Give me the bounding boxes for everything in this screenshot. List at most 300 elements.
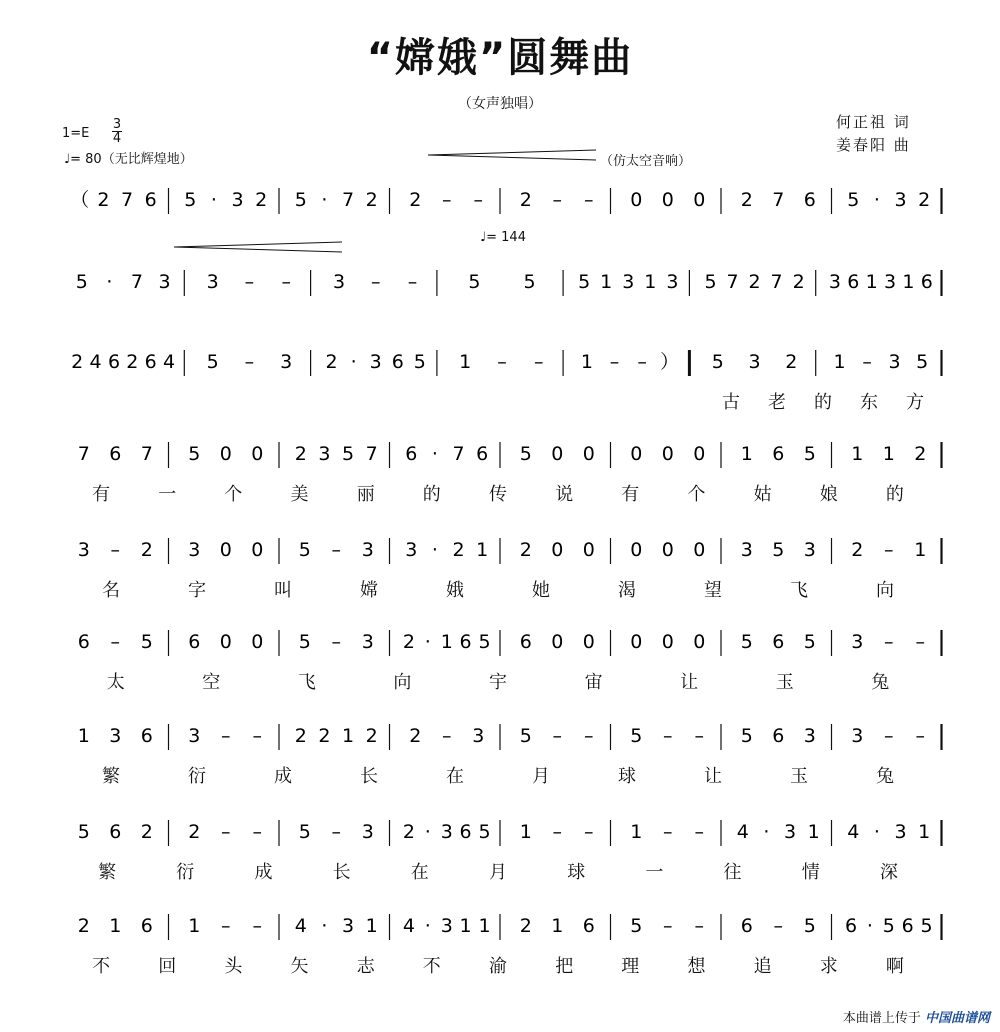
- numbered-note: 0: [661, 443, 674, 465]
- numbered-note: 5: [630, 725, 643, 747]
- numbered-note: 5: [184, 189, 197, 211]
- numbered-note: 4: [89, 351, 102, 373]
- numbered-note: 6: [901, 915, 914, 937]
- lyric-row: [58, 480, 942, 506]
- lyric-syllable: 东: [860, 392, 878, 413]
- numbered-note: 3: [622, 271, 635, 293]
- dash-note: –: [884, 539, 894, 561]
- notation-row-svg: [58, 268, 942, 308]
- song-title: “嫦娥”圆舞曲: [366, 35, 634, 81]
- numbered-note: 6: [405, 443, 418, 465]
- lyricist-credit: 何正祖 词: [836, 113, 911, 131]
- notation-row: [58, 722, 942, 762]
- numbered-note: 1: [440, 631, 453, 653]
- numbered-note: 5: [298, 821, 311, 843]
- lyric-syllable: 矢: [290, 956, 309, 977]
- dash-note: –: [473, 189, 484, 211]
- lyric-syllable: 月: [532, 766, 550, 787]
- lyric-syllable: 飞: [790, 580, 808, 601]
- dash-note: –: [584, 821, 594, 843]
- numbered-note: 3: [472, 725, 485, 747]
- dash-note: –: [552, 725, 563, 747]
- lyric-syllable: 月: [489, 862, 507, 883]
- lyric-syllable: 宙: [584, 672, 603, 693]
- numbered-note: 0: [630, 631, 643, 653]
- numbered-note: 6: [391, 351, 404, 373]
- notation-row: [58, 186, 942, 226]
- lyric-syllable: 渴: [618, 580, 636, 601]
- numbered-note: 3: [666, 271, 679, 293]
- dash-note: –: [915, 631, 926, 653]
- key-signature: 1=E: [62, 126, 90, 141]
- lyric-syllable: 娥: [446, 580, 464, 601]
- numbered-note: 2: [71, 351, 84, 373]
- lyric-syllable: 在: [410, 862, 429, 883]
- numbered-note: 2: [97, 189, 110, 211]
- numbered-note: 5: [882, 915, 895, 937]
- numbered-note: 2: [365, 189, 378, 211]
- numbered-note: 1: [865, 271, 878, 293]
- dash-note: –: [584, 189, 594, 211]
- lyric-row: [58, 388, 942, 414]
- numbered-note: 3: [77, 539, 90, 561]
- numbered-note: 2: [740, 189, 753, 211]
- numbered-note: 3: [748, 351, 761, 373]
- lyric-syllable: 往: [723, 862, 742, 883]
- numbered-note: 3: [405, 539, 418, 561]
- lyric-syllable: 向: [393, 672, 412, 693]
- dot-mark: ·: [424, 821, 431, 843]
- lyric-syllable: 兔: [871, 672, 890, 693]
- numbered-note: 2: [255, 189, 268, 211]
- numbered-note: 1: [914, 539, 927, 561]
- dash-note: –: [915, 725, 926, 747]
- numbered-note: 0: [251, 539, 264, 561]
- numbered-note: 7: [452, 443, 465, 465]
- notation-row-svg: [58, 348, 942, 388]
- numbered-note: 6: [772, 631, 785, 653]
- numbered-note: 1: [459, 915, 472, 937]
- numbered-note: 2: [77, 915, 90, 937]
- numbered-note: 0: [582, 443, 595, 465]
- numbered-note: 5: [740, 725, 753, 747]
- dash-note: –: [221, 915, 231, 937]
- dash-note: –: [252, 915, 263, 937]
- numbered-note: 3: [888, 351, 901, 373]
- numbered-note: 3: [361, 631, 374, 653]
- numbered-note: （: [70, 189, 90, 211]
- dash-note: –: [773, 915, 784, 937]
- notation-row-svg: [58, 912, 942, 952]
- numbered-note: 2: [519, 915, 532, 937]
- numbered-note: 6: [140, 915, 153, 937]
- numbered-note: ）: [660, 351, 680, 373]
- lyric-row: [58, 576, 942, 602]
- lyric-syllable: 让: [680, 672, 699, 693]
- lyric-syllable: 姑: [753, 484, 772, 505]
- dash-note: –: [221, 725, 231, 747]
- numbered-note: 1: [476, 539, 489, 561]
- numbered-note: 0: [551, 631, 564, 653]
- numbered-note: 3: [894, 821, 907, 843]
- numbered-note: 3: [188, 539, 201, 561]
- tempo-marking: ♩= 80（无比辉煌地）: [64, 152, 193, 167]
- time-signature-numerator: 3: [112, 117, 122, 132]
- dot-mark: ·: [873, 821, 880, 843]
- numbered-note: 3: [803, 539, 816, 561]
- lyric-syllable: 成: [254, 862, 273, 883]
- performance-note: （女声独唱）: [458, 96, 542, 112]
- numbered-note: 5: [298, 631, 311, 653]
- effect-marking: （仿太空音响）: [600, 154, 692, 169]
- numbered-note: 3: [883, 271, 897, 293]
- numbered-note: 4: [294, 915, 307, 937]
- dot-mark: ·: [321, 915, 328, 937]
- numbered-note: 1: [365, 915, 378, 937]
- crescendo-hairpin: [428, 148, 598, 162]
- numbered-note: 0: [693, 539, 706, 561]
- notation-row: [58, 536, 942, 576]
- lyric-syllable: 衍: [188, 766, 206, 787]
- numbered-note: 7: [726, 271, 739, 293]
- lyric-syllable: 嫦: [360, 580, 378, 601]
- numbered-note: 0: [630, 539, 643, 561]
- time-signature: [112, 118, 122, 145]
- lyric-syllable: 向: [876, 580, 894, 601]
- numbered-note: 1: [833, 351, 846, 373]
- numbered-note: 4: [847, 821, 860, 843]
- numbered-note: 1: [807, 821, 820, 843]
- numbered-note: 2: [402, 631, 415, 653]
- lyric-syllable: 长: [332, 862, 351, 883]
- lyric-syllable: 她: [532, 580, 550, 601]
- numbered-note: 2: [318, 725, 331, 747]
- numbered-note: 2: [452, 539, 465, 561]
- dash-note: –: [694, 821, 705, 843]
- dot-mark: ·: [763, 821, 770, 843]
- numbered-note: 4: [402, 915, 415, 937]
- lyric-syllable: 球: [618, 766, 636, 787]
- numbered-note: 1: [580, 351, 593, 373]
- numbered-note: 6: [582, 915, 595, 937]
- numbered-note: 3: [158, 271, 171, 293]
- numbered-note: 3: [851, 631, 864, 653]
- lyric-syllable: 古: [722, 392, 740, 413]
- numbered-note: 3: [440, 821, 453, 843]
- numbered-note: 3: [318, 443, 331, 465]
- numbered-note: 5: [772, 539, 785, 561]
- dash-note: –: [110, 631, 121, 653]
- numbered-note: 2: [140, 821, 153, 843]
- lyric-syllable: 的: [885, 484, 904, 505]
- numbered-note: 0: [219, 539, 232, 561]
- numbered-note: 1: [77, 725, 90, 747]
- notation-row-svg: [58, 440, 942, 480]
- numbered-note: 5: [916, 351, 929, 373]
- lyric-syllable: 的: [422, 484, 441, 505]
- dash-note: –: [552, 189, 563, 211]
- lyric-syllable: 深: [879, 862, 898, 883]
- dash-note: –: [331, 631, 342, 653]
- numbered-note: 3: [280, 351, 293, 373]
- lyric-syllable: 不: [92, 956, 111, 977]
- numbered-note: 6: [77, 631, 90, 653]
- dash-note: –: [442, 725, 452, 747]
- lyric-syllable: 啊: [885, 956, 904, 977]
- dash-note: –: [407, 271, 418, 293]
- numbered-note: 7: [121, 189, 134, 211]
- numbered-note: 3: [828, 271, 841, 293]
- lyric-syllable: 不: [422, 956, 441, 977]
- dot-mark: ·: [106, 271, 113, 293]
- numbered-note: 0: [661, 189, 674, 211]
- dash-note: –: [252, 725, 263, 747]
- numbered-note: 1: [918, 821, 931, 843]
- numbered-note: 3: [231, 189, 244, 211]
- lyric-syllable: 繁: [98, 862, 117, 883]
- numbered-note: 5: [740, 631, 753, 653]
- numbered-note: 0: [582, 539, 595, 561]
- lyric-syllable: 志: [356, 956, 375, 977]
- dot-mark: ·: [350, 351, 357, 373]
- numbered-note: 7: [342, 189, 355, 211]
- lyric-syllable: 渝: [489, 956, 507, 977]
- lyric-syllable: 在: [446, 766, 464, 787]
- lyric-syllable: 求: [819, 956, 838, 977]
- numbered-note: 6: [188, 631, 201, 653]
- notation-row-svg: [58, 628, 942, 668]
- dash-note: –: [609, 351, 620, 373]
- numbered-note: 5: [206, 351, 219, 373]
- numbered-note: 5: [711, 351, 724, 373]
- numbered-note: 0: [630, 189, 643, 211]
- numbered-note: 7: [140, 443, 153, 465]
- numbered-note: 1: [600, 271, 613, 293]
- numbered-note: 3: [361, 539, 374, 561]
- lyric-syllable: 飞: [297, 672, 316, 693]
- numbered-note: 5: [140, 631, 153, 653]
- numbered-note: 3: [740, 539, 753, 561]
- numbered-note: 3: [784, 821, 797, 843]
- lyric-syllable: 想: [687, 956, 706, 977]
- composer-credit: 姜春阳 曲: [836, 136, 911, 154]
- lyric-syllable: 美: [290, 484, 309, 505]
- notation-row-svg: [58, 818, 942, 858]
- lyric-syllable: 空: [202, 672, 221, 693]
- numbered-note: 1: [478, 915, 491, 937]
- lyric-syllable: 老: [768, 392, 786, 413]
- dash-note: –: [534, 351, 544, 373]
- numbered-note: 2: [294, 443, 307, 465]
- dash-note: –: [663, 821, 673, 843]
- numbered-note: 5: [342, 443, 355, 465]
- numbered-note: 1: [459, 351, 472, 373]
- dash-note: –: [221, 821, 231, 843]
- numbered-note: 5: [294, 189, 307, 211]
- notation-row: [58, 348, 942, 388]
- numbered-note: 0: [219, 631, 232, 653]
- lyric-syllable: 一: [158, 484, 177, 505]
- numbered-note: 6: [847, 271, 860, 293]
- numbered-note: 0: [693, 189, 706, 211]
- numbered-note: 5: [523, 271, 536, 293]
- lyric-syllable: 衍: [176, 862, 195, 883]
- lyric-row: [58, 858, 942, 884]
- lyric-syllable: 球: [567, 862, 586, 883]
- dash-note: –: [663, 915, 673, 937]
- lyric-syllable: 说: [555, 484, 574, 505]
- numbered-note: 6: [144, 189, 157, 211]
- numbered-note: 6: [109, 821, 122, 843]
- lyric-syllable: 一: [645, 862, 664, 883]
- lyric-syllable: 长: [360, 766, 378, 787]
- upload-credit-text: 本曲谱上传于: [842, 1011, 921, 1026]
- dash-note: –: [694, 915, 705, 937]
- numbered-note: 7: [77, 443, 90, 465]
- numbered-note: 5: [847, 189, 860, 211]
- numbered-note: 2: [140, 539, 153, 561]
- numbered-note: 1: [644, 271, 657, 293]
- lyric-syllable: 兔: [876, 766, 894, 787]
- lyric-syllable: 成: [274, 766, 292, 787]
- dash-note: –: [244, 271, 255, 293]
- lyric-row: [58, 668, 942, 694]
- notation-row: [58, 268, 942, 308]
- lyric-syllable: 名: [102, 580, 120, 601]
- dash-note: –: [552, 821, 563, 843]
- numbered-note: 0: [693, 443, 706, 465]
- notation-row: [58, 628, 942, 668]
- numbered-note: 3: [803, 725, 816, 747]
- numbered-note: 1: [902, 271, 915, 293]
- dash-note: –: [281, 271, 291, 293]
- numbered-note: 1: [740, 443, 753, 465]
- crescendo-hairpin-2: [174, 240, 344, 254]
- notation-row: [58, 440, 942, 480]
- notation-row: [58, 912, 942, 952]
- numbered-note: 7: [772, 189, 785, 211]
- lyric-syllable: 叫: [274, 580, 292, 601]
- lyric-row: [58, 762, 942, 788]
- dot-mark: ·: [866, 915, 873, 937]
- numbered-note: 3: [369, 351, 382, 373]
- numbered-note: 7: [130, 271, 143, 293]
- numbered-note: 6: [772, 443, 785, 465]
- dash-note: –: [110, 539, 121, 561]
- dot-mark: ·: [210, 189, 217, 211]
- lyric-syllable: 玉: [775, 672, 794, 693]
- numbered-note: 0: [661, 539, 674, 561]
- numbered-note: 5: [704, 271, 717, 293]
- numbered-note: 3: [894, 189, 907, 211]
- numbered-note: 5: [519, 443, 532, 465]
- time-signature-denominator: 4: [112, 131, 122, 146]
- numbered-note: 2: [325, 351, 338, 373]
- numbered-note: 3: [332, 271, 346, 293]
- lyric-syllable: 把: [555, 956, 574, 977]
- numbered-note: 2: [409, 189, 422, 211]
- dash-note: –: [637, 351, 647, 373]
- lyric-syllable: 玉: [790, 766, 808, 787]
- numbered-note: 5: [468, 271, 481, 293]
- numbered-note: 6: [459, 631, 472, 653]
- notation-row: [58, 818, 942, 858]
- numbered-note: 0: [551, 539, 564, 561]
- dash-note: –: [252, 821, 263, 843]
- lyric-syllable: 宇: [489, 672, 507, 693]
- numbered-note: 3: [361, 821, 374, 843]
- numbered-note: 5: [803, 915, 816, 937]
- dot-mark: ·: [424, 915, 431, 937]
- lyric-syllable: 追: [753, 956, 772, 977]
- lyric-syllable: 繁: [102, 766, 120, 787]
- lyric-syllable: 回: [158, 956, 177, 977]
- numbered-note: 1: [851, 443, 864, 465]
- numbered-note: 2: [519, 189, 532, 211]
- numbered-note: 6: [740, 915, 753, 937]
- numbered-note: 7: [365, 443, 378, 465]
- numbered-note: 5: [630, 915, 643, 937]
- numbered-note: 0: [551, 443, 564, 465]
- numbered-note: 5: [920, 915, 933, 937]
- numbered-note: 6: [459, 821, 472, 843]
- dot-mark: ·: [431, 539, 438, 561]
- numbered-note: 1: [109, 915, 122, 937]
- numbered-note: 1: [630, 821, 643, 843]
- numbered-note: 2: [748, 271, 761, 293]
- dash-note: –: [694, 725, 705, 747]
- dot-mark: ·: [873, 189, 880, 211]
- upload-credit: [843, 1007, 990, 1026]
- lyric-syllable: 的: [814, 392, 832, 413]
- numbered-note: 6: [803, 189, 816, 211]
- numbered-note: 5: [803, 443, 816, 465]
- lyric-syllable: 有: [92, 484, 111, 505]
- numbered-note: 0: [251, 631, 264, 653]
- tempo-change-marking: ♩= 144: [480, 230, 526, 245]
- numbered-note: 5: [478, 821, 491, 843]
- lyric-syllable: 理: [621, 956, 640, 977]
- lyric-syllable: 个: [224, 484, 243, 505]
- numbered-note: 6: [519, 631, 532, 653]
- numbered-note: 4: [736, 821, 749, 843]
- numbered-note: 6: [107, 351, 121, 373]
- lyric-syllable: 娘: [819, 484, 838, 505]
- numbered-note: 0: [219, 443, 232, 465]
- numbered-note: 7: [770, 271, 783, 293]
- numbered-note: 0: [582, 631, 595, 653]
- lyric-syllable: 方: [906, 392, 924, 413]
- numbered-note: 5: [77, 821, 90, 843]
- numbered-note: 2: [785, 351, 798, 373]
- dot-mark: ·: [321, 189, 328, 211]
- numbered-note: 2: [519, 539, 532, 561]
- numbered-note: 2: [294, 725, 307, 747]
- dot-mark: ·: [431, 443, 438, 465]
- dash-note: –: [862, 351, 872, 373]
- numbered-note: 2: [914, 443, 927, 465]
- numbered-note: 1: [882, 443, 895, 465]
- numbered-note: 5: [298, 539, 311, 561]
- numbered-note: 6: [144, 351, 157, 373]
- numbered-note: 3: [440, 915, 453, 937]
- notation-row-svg: [58, 186, 942, 226]
- numbered-note: 5: [188, 443, 201, 465]
- lyric-syllable: 望: [704, 580, 722, 601]
- lyric-syllable: 头: [224, 956, 243, 977]
- dash-note: –: [331, 539, 342, 561]
- dash-note: –: [331, 821, 342, 843]
